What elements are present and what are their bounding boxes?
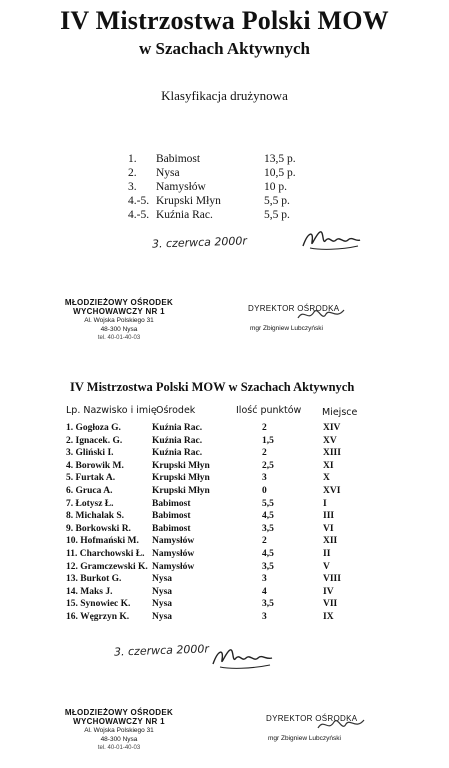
handwritten-date: 3. czerwca 2000r [151, 234, 248, 251]
team-place: 2. [128, 167, 137, 179]
player-row [66, 523, 363, 536]
player-center: Namysłów [152, 548, 195, 559]
player-row [66, 573, 363, 586]
player-points: 5,5 [262, 498, 274, 509]
player-name: 11. Charchowski Ł. [66, 548, 145, 559]
team-place: 4.-5. [128, 195, 150, 207]
player-center: Namysłów [152, 536, 195, 547]
player-row [66, 460, 363, 473]
team-name: Krupski Młyn [156, 195, 221, 207]
player-place: XIII [323, 448, 341, 459]
team-points: 10 p. [264, 181, 287, 193]
player-place: IV [323, 586, 334, 597]
team-row [128, 166, 324, 180]
player-name: 7. Łotysz Ł. [66, 498, 114, 509]
stamp-line-2: WYCHOWAWCZY NR 1 [73, 307, 165, 316]
player-center: Nysa [152, 574, 173, 585]
player-row [66, 548, 363, 561]
team-row [128, 208, 324, 222]
stamp-line-5: tel. 40-01-40-03 [97, 335, 141, 341]
individual-results-table [66, 422, 363, 624]
team-place: 1. [128, 153, 137, 165]
director-name: mgr Zbigniew Lubczyński [250, 325, 323, 332]
player-row [66, 586, 363, 599]
individual-results-title: IV Mistrzostwa Polski MOW w Szachach Aktywnych [70, 380, 355, 394]
stamp2-line-5: tel. 40-01-40-03 [97, 745, 141, 751]
column-header-center: Ośrodek [156, 405, 196, 416]
player-row [66, 435, 363, 448]
player-name: 8. Michalak S. [66, 511, 125, 522]
player-points: 2 [262, 536, 267, 547]
stamp2-line-1: MŁODZIEŻOWY OŚRODEK [64, 708, 174, 717]
player-center: Krupski Młyn [152, 473, 210, 484]
column-header-place: Miejsce [322, 407, 358, 418]
player-points: 3,5 [262, 523, 274, 534]
stamp2-line-4: 48-300 Nysa [100, 736, 138, 743]
player-points: 3 [262, 473, 267, 484]
player-row [66, 447, 363, 460]
player-name: 5. Furtak A. [66, 473, 116, 484]
team-name: Nysa [156, 167, 180, 179]
player-center: Babimost [152, 511, 191, 522]
player-name: 15. Synowiec K. [66, 599, 131, 610]
player-place: III [323, 511, 335, 522]
team-row [128, 180, 324, 194]
player-points: 2,5 [262, 460, 274, 471]
director-name-2: mgr Zbigniew Lubczyński [268, 735, 341, 742]
player-row [66, 611, 363, 624]
player-name: 6. Gruca A. [66, 485, 113, 496]
player-place: V [323, 561, 330, 572]
player-place: XII [323, 536, 338, 547]
player-points: 3,5 [262, 599, 274, 610]
player-name: 10. Hofmański M. [66, 536, 139, 547]
team-row [128, 152, 324, 166]
player-row [66, 510, 363, 523]
team-place: 4.-5. [128, 209, 150, 221]
player-center: Kuźnia Rac. [152, 435, 203, 446]
stamp-line-3: Al. Wojska Polskiego 31 [84, 317, 154, 324]
player-row [66, 535, 363, 548]
player-center: Krupski Młyn [152, 460, 210, 471]
director-title-2: DYREKTOR OŚRODKA [266, 714, 358, 723]
player-center: Babimost [152, 523, 191, 534]
team-classification-heading: Klasyfikacja drużynowa [161, 88, 288, 103]
document-title: IV Mistrzostwa Polski MOW [60, 6, 389, 35]
team-points: 10,5 p. [264, 167, 296, 179]
player-place: VII [323, 599, 338, 610]
player-points: 4 [262, 586, 267, 597]
player-row [66, 498, 363, 511]
player-points: 2 [262, 448, 267, 459]
player-points: 3 [262, 574, 267, 585]
player-name: 16. Węgrzyn K. [66, 611, 130, 622]
handwritten-date-2: 3. czerwca 2000r [113, 642, 210, 659]
player-center: Kuźnia Rac. [152, 423, 203, 433]
player-name: 13. Burkot G. [66, 574, 122, 585]
team-name: Babimost [156, 153, 201, 165]
player-row [66, 472, 363, 485]
team-row [128, 194, 324, 208]
stamp2-line-2: WYCHOWAWCZY NR 1 [73, 717, 165, 726]
column-header-points: Ilość punktów [236, 405, 302, 416]
player-row [66, 422, 363, 435]
player-name: 2. Ignacek. G. [66, 435, 123, 446]
player-place: XI [323, 460, 334, 471]
stamp-line-1: MŁODZIEŻOWY OŚRODEK [64, 298, 174, 307]
player-center: Nysa [152, 599, 173, 610]
player-place: XV [323, 435, 337, 446]
player-name: 14. Maks J. [66, 586, 113, 597]
director-signature-2 [316, 714, 366, 736]
player-name: 1. Gogłoza G. [66, 423, 121, 433]
player-points: 3 [262, 611, 267, 622]
player-name: 9. Borkowski R. [66, 523, 131, 534]
player-place: VI [323, 523, 334, 534]
director-signature [296, 304, 346, 326]
player-center: Namysłów [152, 561, 195, 572]
director-title: DYREKTOR OŚRODKA [248, 304, 340, 313]
player-center: Nysa [152, 611, 173, 622]
player-center: Krupski Młyn [152, 485, 210, 496]
player-points: 4,5 [262, 548, 274, 559]
player-name: 4. Borowik M. [66, 460, 124, 471]
player-points: 3,5 [262, 561, 274, 572]
player-name: 12. Gramczewski K. [66, 561, 148, 572]
player-place: IX [323, 611, 334, 622]
team-points: 5,5 p. [264, 209, 290, 221]
player-center: Babimost [152, 498, 191, 509]
team-points: 5,5 p. [264, 195, 290, 207]
stamp-line-4: 48-300 Nysa [100, 326, 138, 333]
player-name: 3. Gliński I. [66, 448, 114, 459]
signature-2 [210, 646, 274, 670]
player-row [66, 561, 363, 574]
signature [300, 228, 362, 252]
column-header-name: Lp. Nazwisko i imię [66, 405, 157, 416]
team-name: Namysłów [156, 181, 206, 193]
institution-stamp-2 [44, 708, 194, 753]
team-name: Kuźnia Rac. [156, 209, 213, 221]
document-subtitle: w Szachach Aktywnych [139, 39, 310, 58]
team-results-table [128, 152, 324, 222]
player-row [66, 598, 363, 611]
player-points: 2 [262, 423, 267, 433]
player-points: 4,5 [262, 511, 274, 522]
player-place: XIV [323, 423, 341, 433]
player-place: X [323, 473, 330, 484]
player-place: I [323, 498, 327, 509]
player-row [66, 485, 363, 498]
player-place: XVI [323, 485, 341, 496]
player-points: 0 [262, 485, 267, 496]
player-place: II [323, 548, 331, 559]
team-place: 3. [128, 181, 137, 193]
team-points: 13,5 p. [264, 153, 296, 165]
institution-stamp [44, 298, 194, 343]
player-center: Kuźnia Rac. [152, 448, 203, 459]
stamp2-line-3: Al. Wojska Polskiego 31 [84, 727, 154, 734]
player-center: Nysa [152, 586, 173, 597]
player-place: VIII [323, 574, 341, 585]
player-points: 1,5 [262, 435, 274, 446]
